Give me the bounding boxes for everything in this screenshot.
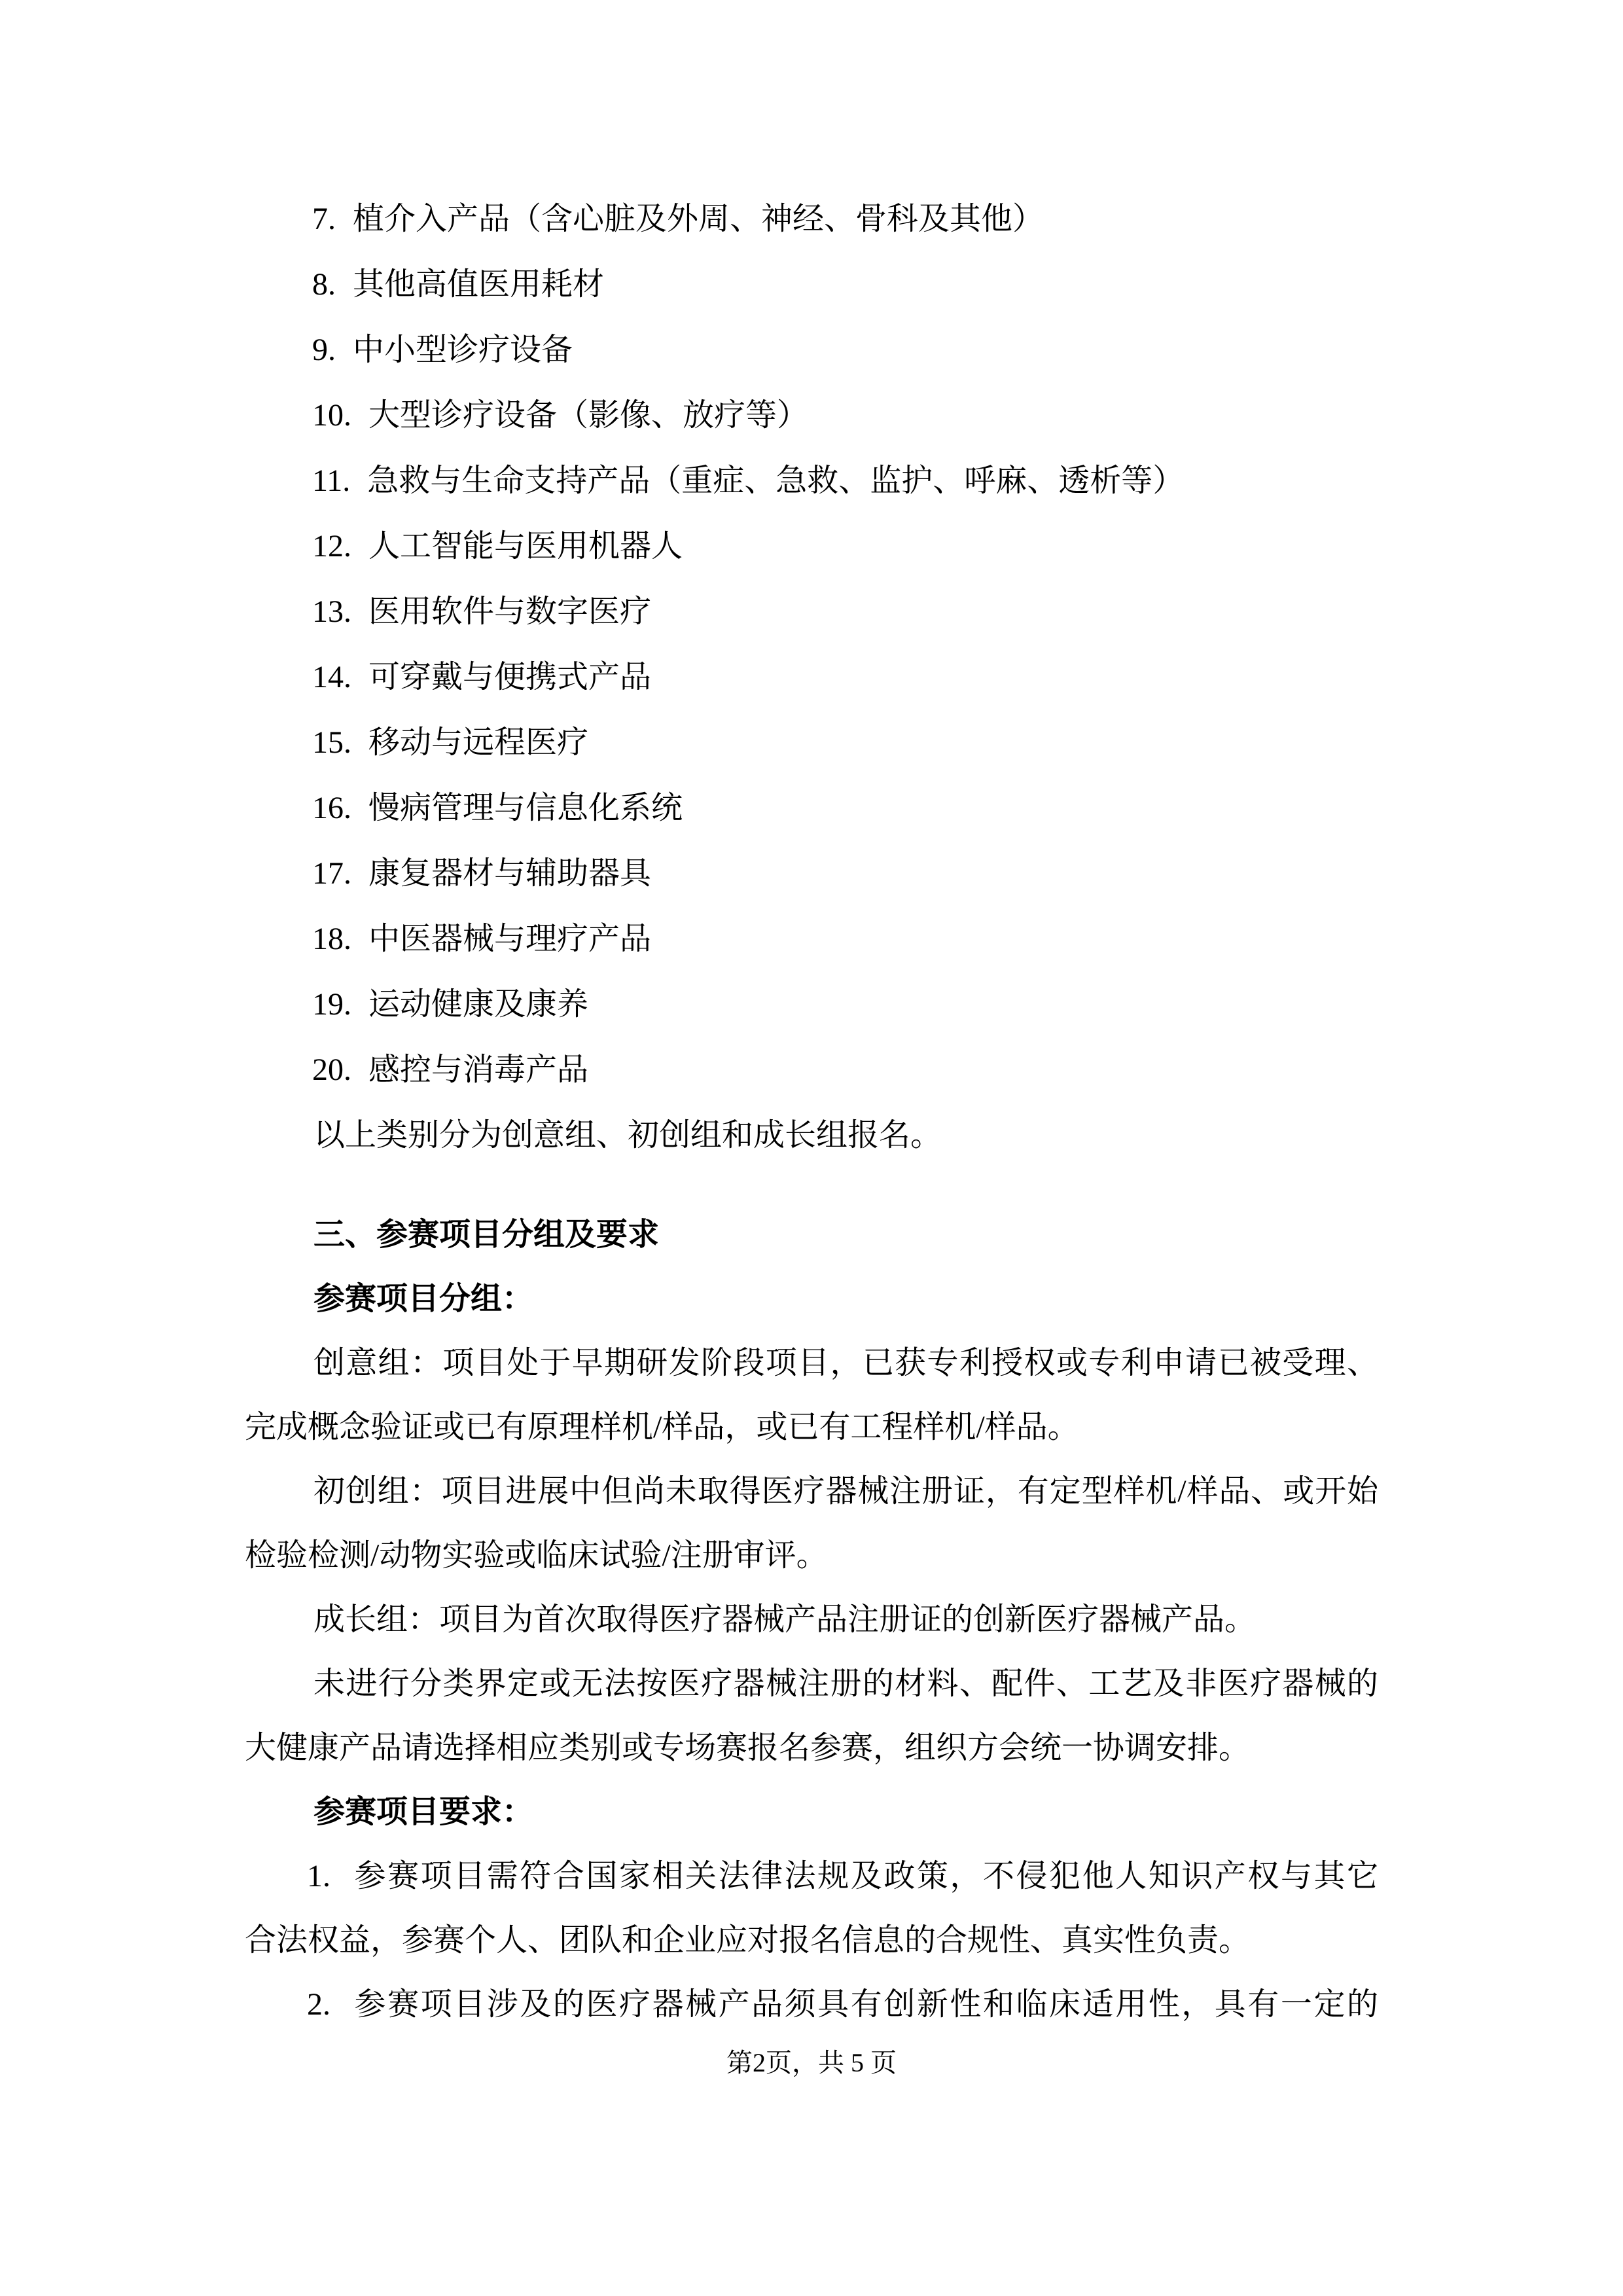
list-item-number: 7. <box>312 202 336 236</box>
list-item-label: 可穿戴与便携式产品 <box>368 660 652 694</box>
list-item-label: 植介入产品（含心脏及外周、神经、骨科及其他） <box>353 202 1044 236</box>
list-item-label: 其他高值医用耗材 <box>353 267 605 302</box>
list-item <box>245 252 1378 317</box>
paragraph-line: 未进行分类界定或无法按医疗器械注册的材料、配件、工艺及非医疗器械的 <box>313 1666 1378 1701</box>
list-item-number: 18. <box>312 922 351 956</box>
paragraph-line: 创意组：项目处于早期研发阶段项目，已获专利授权或专利申请已被受理、 <box>313 1346 1378 1380</box>
list-item-label: 中小型诊疗设备 <box>353 332 573 367</box>
list-item <box>245 776 1378 841</box>
list-item-label: 感控与消毒产品 <box>368 1052 589 1087</box>
section-three <box>245 1203 1378 2037</box>
list-item <box>245 448 1378 514</box>
list-item-number: 11. <box>312 463 351 498</box>
list-item <box>245 579 1378 645</box>
requirement-number: 1. <box>307 1859 330 1893</box>
requirement-line: 合法权益，参赛个人、团队和企业应对报名信息的合规性、真实性负责。 <box>245 1923 1251 1958</box>
list-item-number: 13. <box>312 594 351 629</box>
requirement-number: 2. <box>307 1987 330 2022</box>
list-item-label: 医用软件与数字医疗 <box>368 594 652 629</box>
list-item-label: 移动与远程医疗 <box>368 725 589 760</box>
list-item <box>245 645 1378 710</box>
paragraph-line: 大健康产品请选择相应类别或专场赛报名参赛，组织方会统一协调安排。 <box>245 1731 1251 1765</box>
list-item-number: 15. <box>312 725 351 760</box>
paragraph-line: 完成概念验证或已有原理样机/样品，或已有工程样机/样品。 <box>245 1410 1079 1444</box>
list-item <box>245 972 1378 1037</box>
list-item-number: 10. <box>312 398 351 433</box>
list-item-label: 急救与生命支持产品（重症、急救、监护、呼麻、透析等） <box>367 463 1185 498</box>
grouping-title: 参赛项目分组： <box>313 1282 534 1316</box>
list-item <box>245 317 1378 383</box>
closing-note: 以上类别分为创意组、初创组和成长组报名。 <box>313 1118 942 1153</box>
list-item <box>245 710 1378 776</box>
list-item-number: 16. <box>312 791 351 825</box>
list-item-number: 12. <box>312 529 351 564</box>
list-item-label: 人工智能与医用机器人 <box>368 529 683 564</box>
list-item <box>245 187 1378 252</box>
list-item <box>245 383 1378 448</box>
list-item-label: 大型诊疗设备（影像、放疗等） <box>368 398 809 433</box>
list-item <box>245 1037 1378 1103</box>
paragraph-line: 初创组：项目进展中但尚未取得医疗器械注册证，有定型样机/样品、或开始 <box>313 1474 1378 1509</box>
list-item <box>245 906 1378 972</box>
page-content <box>245 187 1378 2037</box>
list-item-label: 康复器材与辅助器具 <box>368 856 652 891</box>
list-item-number: 17. <box>312 856 351 891</box>
paragraph-line: 成长组：项目为首次取得医疗器械产品注册证的创新医疗器械产品。 <box>313 1602 1257 1637</box>
list-item-number: 8. <box>312 267 336 302</box>
list-item-number: 14. <box>312 660 351 694</box>
list-item-number: 19. <box>312 987 351 1022</box>
requirement-line <box>245 1844 1378 1909</box>
list-item-label: 慢病管理与信息化系统 <box>368 791 683 825</box>
list-item-label: 运动健康及康养 <box>368 987 589 1022</box>
requirement-line <box>245 1973 1378 2037</box>
page-footer: 第2页，共 5 页 <box>726 2048 897 2077</box>
requirement-text: 参赛项目涉及的医疗器械产品须具有创新性和临床适用性，具有一定的 <box>353 1987 1378 2022</box>
list-item <box>245 514 1378 579</box>
paragraph-line: 检验检测/动物实验或临床试验/注册审评。 <box>245 1538 828 1573</box>
list-item-number: 20. <box>312 1052 351 1087</box>
list-item-label: 中医器械与理疗产品 <box>368 922 652 956</box>
requirements-title: 参赛项目要求： <box>313 1795 534 1829</box>
requirement-text: 参赛项目需符合国家相关法律法规及政策，不侵犯他人知识产权与其它 <box>353 1859 1378 1893</box>
list-item-number: 9. <box>312 332 336 367</box>
list-item <box>245 841 1378 906</box>
category-list <box>245 187 1378 1168</box>
section-heading: 三、参赛项目分组及要求 <box>313 1217 660 1252</box>
